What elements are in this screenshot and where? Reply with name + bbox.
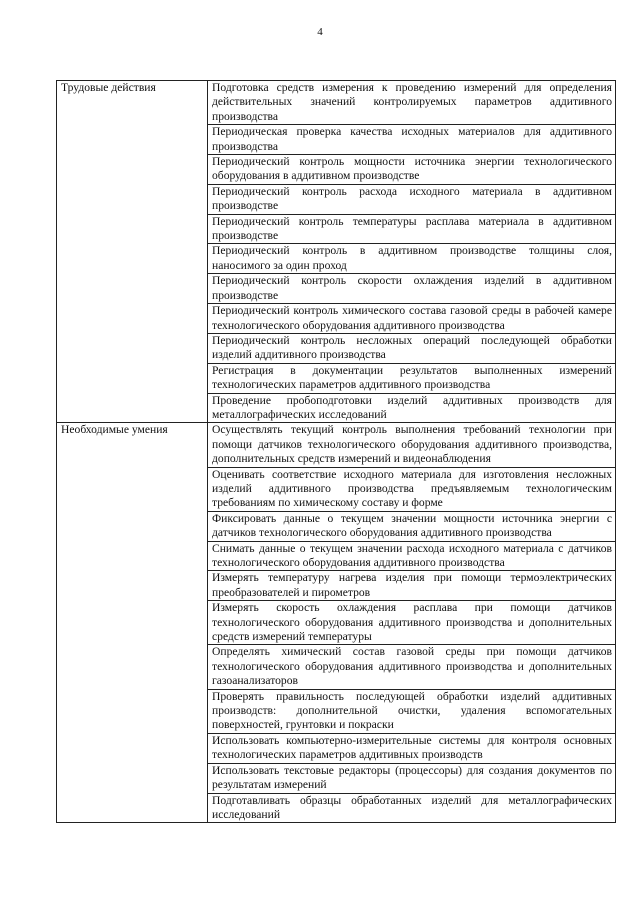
qualification-table (56, 80, 616, 823)
table-cell-item: Измерять температуру нагрева изделия при помощи термоэлектрических преобразователей и пирометров (208, 571, 616, 601)
table-body (57, 81, 616, 823)
table-cell-item: Периодический контроль химического состава газовой среды в рабочей камере технологического оборудования аддитивного производства (208, 304, 616, 334)
table-cell-item: Регистрация в документации результатов выполненных измерений технологических параметров аддитивного производства (208, 363, 616, 393)
table-cell-item: Подготовка средств измерения к проведению измерений для определения действительных значений контролируемых параметров аддитивного производства (208, 81, 616, 125)
table-cell-item: Проверять правильность последующей обработки изделий аддитивных производств: дополнительной очистки, удаления вспомогательных поверхностей, грунтовки и покраски (208, 689, 616, 733)
table-cell-item: Периодический контроль расхода исходного материала в аддитивном производстве (208, 184, 616, 214)
table-cell-item: Проведение пробоподготовки изделий аддитивных производств для металлографических исследований (208, 393, 616, 423)
table-row (57, 81, 616, 125)
page-number: 4 (317, 26, 323, 38)
table-cell-item: Подготавливать образцы обработанных изделий для металлографических исследований (208, 793, 616, 823)
table-row (57, 423, 616, 467)
section-label: Необходимые умения (57, 423, 208, 823)
table-cell-item: Осуществлять текущий контроль выполнения требований технологии при помощи датчиков технологического оборудования аддитивного производства, дополнительных средств измерений и видеонаблюдения (208, 423, 616, 467)
section-label: Трудовые действия (57, 81, 208, 423)
table-cell-item: Использовать текстовые редакторы (процессоры) для создания документов по результатам измерений (208, 763, 616, 793)
table-cell-item: Периодический контроль несложных операций последующей обработки изделий аддитивного производства (208, 333, 616, 363)
table-cell-item: Периодический контроль в аддитивном производстве толщины слоя, наносимого за один проход (208, 244, 616, 274)
table-cell-item: Оценивать соответствие исходного материала для изготовления несложных изделий аддитивного производства предъявляемым технологическим требованиям по химическому составу и форме (208, 467, 616, 511)
table-cell-item: Периодический контроль температуры расплава материала в аддитивном производстве (208, 214, 616, 244)
table-cell-item: Определять химический состав газовой среды при помощи датчиков технологического оборудования аддитивного производства и дополнительных газоанализаторов (208, 645, 616, 689)
table-cell-item: Периодическая проверка качества исходных материалов для аддитивного производства (208, 125, 616, 155)
table-cell-item: Измерять скорость охлаждения расплава при помощи датчиков технологического оборудования аддитивного производства и дополнительных средств измерений температуры (208, 601, 616, 645)
table-cell-item: Использовать компьютерно-измерительные системы для контроля основных технологических параметров аддитивных производств (208, 733, 616, 763)
table-cell-item: Периодический контроль мощности источника энергии технологического оборудования в аддитивном производстве (208, 155, 616, 185)
table-cell-item: Снимать данные о текущем значении расхода исходного материала с датчиков технологического оборудования аддитивного производства (208, 541, 616, 571)
table-cell-item: Периодический контроль скорости охлаждения изделий в аддитивном производстве (208, 274, 616, 304)
table-cell-item: Фиксировать данные о текущем значении мощности источника энергии с датчиков технологического оборудования аддитивного производства (208, 511, 616, 541)
